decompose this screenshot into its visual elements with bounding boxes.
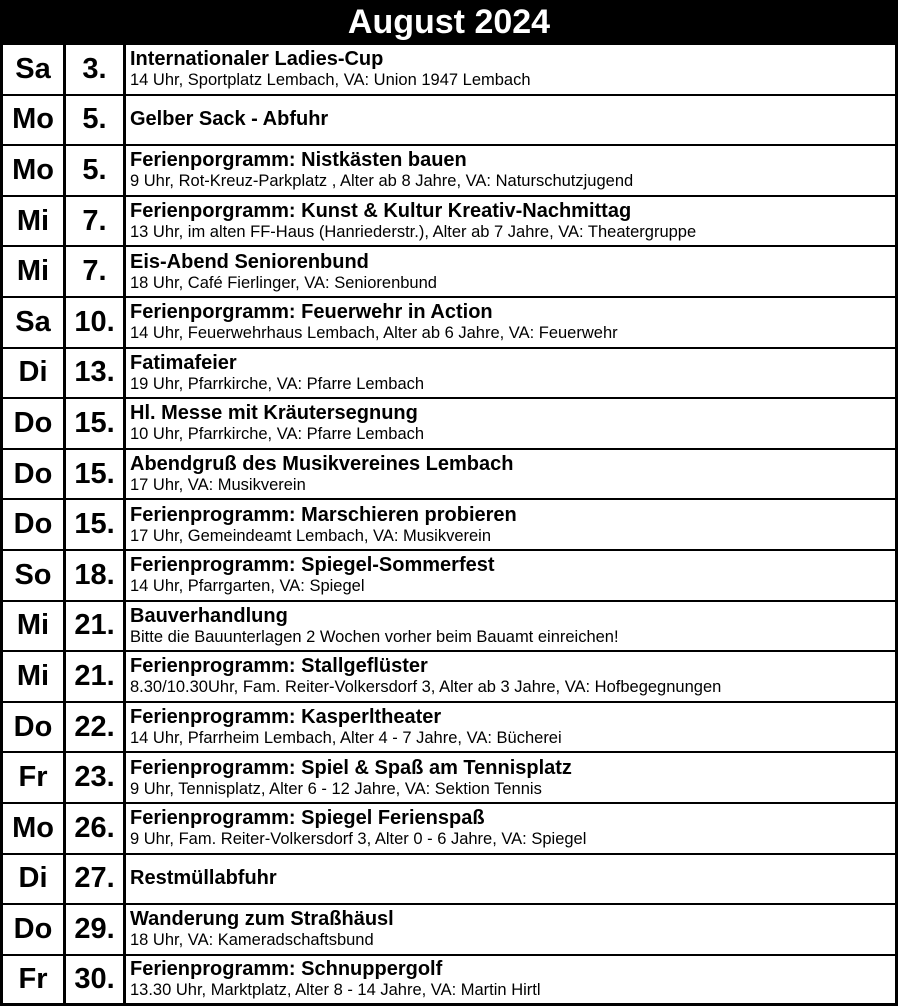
event-detail: 14 Uhr, Feuerwehrhaus Lembach, Alter ab 6 Jahre, VA: Feuerwehr bbox=[130, 324, 618, 343]
weekday-cell: Do bbox=[3, 905, 66, 954]
weekday-cell: Mo bbox=[3, 96, 66, 145]
event-info-cell bbox=[130, 349, 891, 398]
date-cell: 15. bbox=[66, 500, 126, 549]
event-detail: 13.30 Uhr, Marktplatz, Alter 8 - 14 Jahre, VA: Martin Hirtl bbox=[130, 981, 541, 1000]
event-detail: 13 Uhr, im alten FF-Haus (Hanriederstr.), Alter ab 7 Jahre, VA: Theatergruppe bbox=[130, 223, 697, 242]
table-row bbox=[0, 298, 898, 349]
date-cell: 15. bbox=[66, 450, 126, 499]
event-detail: 14 Uhr, Pfarrheim Lembach, Alter 4 - 7 Jahre, VA: Bücherei bbox=[130, 729, 562, 748]
date-cell: 21. bbox=[66, 652, 126, 701]
weekday-cell: Do bbox=[3, 399, 66, 448]
weekday-cell: Mi bbox=[3, 652, 66, 701]
weekday-cell: Mi bbox=[3, 197, 66, 246]
date-cell: 26. bbox=[66, 804, 126, 853]
event-title: Restmüllabfuhr bbox=[130, 867, 277, 890]
event-info-cell bbox=[130, 652, 891, 701]
event-info-cell bbox=[130, 753, 891, 802]
table-row bbox=[0, 551, 898, 602]
event-detail: 18 Uhr, VA: Kameradschaftsbund bbox=[130, 931, 374, 950]
event-title: Gelber Sack - Abfuhr bbox=[130, 108, 329, 131]
event-detail: 10 Uhr, Pfarrkirche, VA: Pfarre Lembach bbox=[130, 425, 425, 444]
date-cell: 29. bbox=[66, 905, 126, 954]
event-title: Ferienporgramm: Feuerwehr in Action bbox=[130, 301, 493, 324]
event-detail: 17 Uhr, VA: Musikverein bbox=[130, 476, 306, 495]
date-cell: 30. bbox=[66, 956, 126, 1004]
date-cell: 13. bbox=[66, 349, 126, 398]
date-cell: 22. bbox=[66, 703, 126, 752]
event-info-cell bbox=[130, 96, 891, 145]
table-row bbox=[0, 399, 898, 450]
event-title: Ferienprogramm: Stallgeflüster bbox=[130, 655, 428, 678]
weekday-cell: Do bbox=[3, 500, 66, 549]
weekday-cell: Di bbox=[3, 349, 66, 398]
date-cell: 18. bbox=[66, 551, 126, 600]
weekday-cell: Sa bbox=[3, 45, 66, 94]
event-title: Ferienporgramm: Kunst & Kultur Kreativ-Nachmittag bbox=[130, 200, 632, 223]
event-title: Ferienprogramm: Schnuppergolf bbox=[130, 958, 443, 981]
event-info-cell bbox=[130, 804, 891, 853]
date-cell: 5. bbox=[66, 96, 126, 145]
event-info-cell bbox=[130, 551, 891, 600]
event-title: Ferienprogramm: Spiel & Spaß am Tennisplatz bbox=[130, 756, 572, 779]
table-row bbox=[0, 197, 898, 248]
weekday-cell: Di bbox=[3, 855, 66, 904]
event-info-cell bbox=[130, 602, 891, 651]
event-detail: 9 Uhr, Tennisplatz, Alter 6 - 12 Jahre, VA: Sektion Tennis bbox=[130, 779, 542, 798]
date-cell: 21. bbox=[66, 602, 126, 651]
event-title: Ferienprogramm: Kasperltheater bbox=[130, 706, 442, 729]
event-detail: 9 Uhr, Fam. Reiter-Volkersdorf 3, Alter 0 - 6 Jahre, VA: Spiegel bbox=[130, 830, 587, 849]
weekday-cell: So bbox=[3, 551, 66, 600]
event-info-cell bbox=[130, 956, 891, 1004]
date-cell: 7. bbox=[66, 197, 126, 246]
event-info-cell bbox=[130, 450, 891, 499]
event-info-cell bbox=[130, 703, 891, 752]
date-cell: 15. bbox=[66, 399, 126, 448]
table-row bbox=[0, 247, 898, 298]
event-info-cell bbox=[130, 146, 891, 195]
event-detail: 8.30/10.30Uhr, Fam. Reiter-Volkersdorf 3, Alter ab 3 Jahre, VA: Hofbegegnungen bbox=[130, 678, 722, 697]
event-info-cell bbox=[130, 399, 891, 448]
event-detail: 17 Uhr, Gemeindeamt Lembach, VA: Musikverein bbox=[130, 526, 492, 545]
weekday-cell: Fr bbox=[3, 956, 66, 1004]
event-info-cell bbox=[130, 298, 891, 347]
date-cell: 10. bbox=[66, 298, 126, 347]
event-info-cell bbox=[130, 500, 891, 549]
date-cell: 7. bbox=[66, 247, 126, 296]
table-row bbox=[0, 96, 898, 147]
event-title: Wanderung zum Straßhäusl bbox=[130, 908, 394, 931]
weekday-cell: Mo bbox=[3, 804, 66, 853]
event-info-cell bbox=[130, 197, 891, 246]
weekday-cell: Mo bbox=[3, 146, 66, 195]
event-title: Ferienprogramm: Marschieren probieren bbox=[130, 503, 517, 526]
event-title: Ferienprogramm: Spiegel Ferienspaß bbox=[130, 807, 485, 830]
event-table bbox=[0, 45, 898, 1006]
weekday-cell: Mi bbox=[3, 602, 66, 651]
table-row bbox=[0, 602, 898, 653]
table-row bbox=[0, 855, 898, 906]
event-detail: 18 Uhr, Café Fierlinger, VA: Seniorenbund bbox=[130, 273, 437, 292]
table-row bbox=[0, 753, 898, 804]
page-title: August 2024 bbox=[0, 0, 898, 45]
event-info-cell bbox=[130, 855, 891, 904]
event-detail: 14 Uhr, Sportplatz Lembach, VA: Union 1947 Lembach bbox=[130, 71, 531, 90]
date-cell: 23. bbox=[66, 753, 126, 802]
weekday-cell: Do bbox=[3, 703, 66, 752]
event-title: Eis-Abend Seniorenbund bbox=[130, 250, 369, 273]
event-title: Ferienporgramm: Nistkästen bauen bbox=[130, 149, 467, 172]
event-detail: 9 Uhr, Rot-Kreuz-Parkplatz , Alter ab 8 Jahre, VA: Naturschutzjugend bbox=[130, 172, 634, 191]
weekday-cell: Sa bbox=[3, 298, 66, 347]
event-detail: 19 Uhr, Pfarrkirche, VA: Pfarre Lembach bbox=[130, 374, 425, 393]
date-cell: 3. bbox=[66, 45, 126, 94]
event-title: Fatimafeier bbox=[130, 351, 237, 374]
table-row bbox=[0, 652, 898, 703]
event-title: Bauverhandlung bbox=[130, 604, 288, 627]
date-cell: 5. bbox=[66, 146, 126, 195]
event-title: Hl. Messe mit Kräutersegnung bbox=[130, 402, 418, 425]
table-row bbox=[0, 45, 898, 96]
weekday-cell: Fr bbox=[3, 753, 66, 802]
table-row bbox=[0, 450, 898, 501]
table-row bbox=[0, 349, 898, 400]
event-title: Abendgruß des Musikvereines Lembach bbox=[130, 453, 514, 476]
event-info-cell bbox=[130, 905, 891, 954]
event-title: Ferienprogramm: Spiegel-Sommerfest bbox=[130, 554, 495, 577]
table-row bbox=[0, 703, 898, 754]
table-row bbox=[0, 804, 898, 855]
weekday-cell: Do bbox=[3, 450, 66, 499]
weekday-cell: Mi bbox=[3, 247, 66, 296]
event-info-cell bbox=[130, 247, 891, 296]
event-detail: 14 Uhr, Pfarrgarten, VA: Spiegel bbox=[130, 577, 365, 596]
table-row bbox=[0, 905, 898, 956]
event-info-cell bbox=[130, 45, 891, 94]
table-row bbox=[0, 500, 898, 551]
table-row bbox=[0, 146, 898, 197]
date-cell: 27. bbox=[66, 855, 126, 904]
event-detail: Bitte die Bauunterlagen 2 Wochen vorher beim Bauamt einreichen! bbox=[130, 627, 619, 646]
event-title: Internationaler Ladies-Cup bbox=[130, 48, 384, 71]
